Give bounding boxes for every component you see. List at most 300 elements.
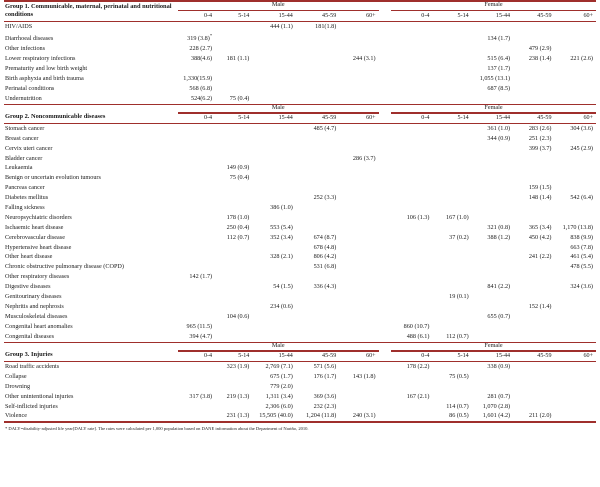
table-row [4,203,596,213]
cell-female-5-14: 37 (0.2) [449,233,469,241]
age-header-female-15-44: 15-44 [495,352,511,359]
cell-female-0-4: 167 (2.1) [406,392,430,400]
cell-male-5-14 [215,322,252,332]
cell-female-45-59 [513,272,554,282]
cell-female-60+: 478 (5.5) [570,263,593,271]
cell-female-5-14: 86 (0.5) [449,412,469,420]
cell-male-15-44: 2,306 (6.0) [265,402,293,410]
cell-male-0-4: 965 (11.5) [186,322,213,330]
cell-female-0-4 [391,253,432,263]
cell-gap [379,183,391,193]
cell-male-5-14 [215,203,252,213]
table-row [4,134,596,144]
cell-male-45-59 [296,134,339,144]
cell-male-45-59 [296,183,339,193]
cell-male-60+ [339,382,378,392]
cell-female-45-59 [513,312,554,322]
cell-male-5-14: 219 (1.3) [226,392,250,400]
cell-male-0-4 [178,412,215,422]
cell-male-5-14 [215,64,252,74]
cell-male-45-59 [296,223,339,233]
cell-male-60+ [339,272,378,282]
cell-male-15-44: 444 (1.1) [270,23,293,31]
group-title: Group 3. Injuries [5,350,53,358]
cell-male-0-4: 568 (6.8) [189,84,213,92]
cell-male-15-44: 15,505 (40.0) [259,412,293,420]
cell-female-15-44: 361 (1.0) [487,124,511,132]
cell-female-5-14 [432,223,471,233]
cell-female-5-14: 19 (0.1) [449,293,469,301]
cell-male-45-59: 571 (5.6) [313,362,337,370]
group-header-row [4,343,596,350]
cell-female-60+ [555,302,597,312]
cell-female-45-59 [513,243,554,253]
header-gap [379,2,391,10]
age-header-gap [379,114,391,123]
cell-female-45-59 [513,22,554,32]
cell-female-45-59 [513,74,554,84]
row-label: Road traffic accidents [5,362,60,370]
cell-male-45-59 [296,94,339,104]
cell-male-0-4 [178,302,215,312]
cell-female-45-59: 211 (2.0) [529,412,552,420]
cell-male-0-4 [178,134,215,144]
cell-gap [379,173,391,183]
cell-male-5-14: 178 (1.0) [226,213,250,221]
table-row [4,282,596,292]
cell-female-45-59: 238 (1.4) [528,54,552,62]
cell-female-15-44 [472,263,513,273]
cell-gap [379,84,391,94]
cell-gap [379,302,391,312]
cell-male-45-59 [296,312,339,322]
table-row [4,84,596,94]
age-header-female-60+: 60+ [583,114,593,121]
cell-male-15-44 [252,272,295,282]
cell-female-0-4 [391,173,432,183]
cell-gap [379,362,391,372]
row-label: Neuropsychiatric disorders [5,213,72,221]
cell-male-45-59: 674 (8.7) [313,233,337,241]
cell-female-0-4 [391,54,432,64]
row-label: Violence [5,412,27,420]
cell-male-0-4: 524(6.2) [190,94,213,102]
cell-female-15-44 [472,322,513,332]
cell-female-0-4 [391,74,432,84]
row-label: Bladder cancer [5,154,43,162]
cell-gap [379,312,391,322]
cell-male-15-44 [252,44,295,54]
cell-female-60+ [555,332,597,342]
cell-male-45-59: 336 (4.3) [313,283,337,291]
cell-male-45-59: 232 (2.3) [313,402,337,410]
row-label: Other respiratory diseases [5,273,70,281]
cell-female-0-4 [391,263,432,273]
group-title: Group 2. Noncommunicable diseases [5,112,106,120]
cell-female-45-59 [513,282,554,292]
cell-female-15-44: 687 (8.5) [487,84,511,92]
cell-male-60+ [339,243,378,253]
cell-male-15-44: 553 (5.4) [270,223,293,231]
cell-female-45-59 [513,32,554,44]
cell-female-0-4: 178 (2.2) [406,362,430,370]
table-row [4,74,596,84]
cell-gap [379,263,391,273]
cell-female-5-14 [432,263,471,273]
row-label: Lower respiratory infections [5,54,76,62]
cell-female-5-14 [432,74,471,84]
cell-male-15-44 [252,213,295,223]
cell-female-5-14 [432,124,471,134]
cell-gap [379,203,391,213]
cell-gap [379,282,391,292]
table-row [4,183,596,193]
cell-male-45-59 [296,203,339,213]
cell-male-5-14: 323 (1.9) [226,362,250,370]
cell-male-0-4 [178,382,215,392]
cell-male-45-59: 531 (6.8) [313,263,337,271]
sex-header-female: Female [484,1,503,9]
cell-female-45-59 [513,84,554,94]
cell-female-15-44: 1,601 (4.2) [482,412,511,420]
cell-gap [379,164,391,174]
cell-gap [379,193,391,203]
cell-male-45-59: 181(1.8) [315,23,337,31]
row-label: Digestive diseases [5,283,51,291]
cell-female-15-44: 134 (1.7) [487,35,511,43]
age-header-male-5-14: 5-14 [238,352,250,359]
cell-female-5-14 [432,32,471,44]
cell-male-0-4 [178,154,215,164]
cell-male-45-59 [296,64,339,74]
cell-female-5-14 [432,312,471,322]
cell-male-5-14 [215,382,252,392]
cell-male-0-4 [178,173,215,183]
cell-male-0-4 [178,164,215,174]
cell-gap [379,94,391,104]
cell-male-5-14: 75 (0.4) [229,174,250,182]
cell-female-0-4 [391,134,432,144]
table-row [4,173,596,183]
group-title: Group 1. Communicable, maternal, perinatal and nutritional conditions [5,3,172,19]
cell-female-0-4 [391,32,432,44]
cell-female-60+: 461 (5.4) [570,253,593,261]
cell-female-15-44: 841 (2.2) [487,283,511,291]
cell-female-5-14 [432,302,471,312]
row-label: Birth asphyxia and birth trauma [5,74,84,82]
row-label: Diabetes mellitus [5,194,49,202]
cell-female-5-14 [432,154,471,164]
cell-male-15-44 [252,124,295,134]
cell-male-15-44 [252,322,295,332]
cell-female-60+ [555,183,597,193]
cell-female-15-44 [472,382,513,392]
cell-female-0-4 [391,243,432,253]
cell-female-45-59 [513,263,554,273]
cell-female-15-44 [472,213,513,223]
header-gap [379,343,391,350]
cell-male-15-44 [252,144,295,154]
cell-female-45-59 [513,292,554,302]
cell-gap [379,412,391,422]
cell-male-60+ [339,32,378,44]
age-header-male-60+: 60+ [366,13,376,20]
cell-male-15-44 [252,64,295,74]
cell-male-60+ [339,84,378,94]
age-header-male-0-4: 0-4 [203,13,213,20]
table-row [4,402,596,412]
cell-female-45-59 [513,322,554,332]
cell-male-0-4 [178,233,215,243]
table-row [4,243,596,253]
row-label: Nephritis and nephrosis [5,302,64,310]
cell-male-0-4: 1,330(15.9) [183,74,213,82]
cell-female-5-14 [432,94,471,104]
table-row [4,382,596,392]
row-label: Musculoskeletal diseases [5,312,68,320]
cell-female-45-59 [513,382,554,392]
row-label: Cerebrovascular disease [5,233,65,241]
cell-gap [379,134,391,144]
cell-male-0-4: 228 (2.7) [189,45,213,53]
cell-male-45-59: 678 (4.8) [313,243,337,251]
cell-male-5-14 [215,193,252,203]
cell-male-45-59 [296,332,339,342]
cell-male-45-59 [296,292,339,302]
cell-male-15-44: 234 (0.6) [270,302,293,310]
age-header-female-0-4: 0-4 [421,13,430,20]
cell-male-0-4 [178,253,215,263]
table-row [4,94,596,104]
cell-female-15-44: 321 (0.8) [487,223,511,231]
cell-male-15-44 [252,173,295,183]
cell-female-0-4: 488 (6.1) [406,332,430,340]
cell-male-15-44: 54 (1.5) [273,283,293,291]
cell-female-5-14 [432,134,471,144]
cell-male-15-44: 1,311 (3.4) [265,392,293,400]
cell-gap [379,223,391,233]
cell-male-0-4 [178,263,215,273]
cell-female-15-44: 655 (0.7) [487,312,511,320]
cell-male-5-14 [215,22,252,32]
cell-male-45-59 [296,302,339,312]
cell-male-60+ [339,44,378,54]
cell-male-60+ [339,22,378,32]
cell-male-60+: 244 (3.1) [352,54,376,62]
cell-female-15-44 [472,203,513,213]
sex-header-male: Male [271,342,285,350]
cell-female-60+: 663 (7.8) [570,243,593,251]
cell-female-0-4 [391,302,432,312]
cell-male-0-4 [178,362,215,372]
cell-gap [379,392,391,402]
cell-female-45-59 [513,332,554,342]
cell-male-60+ [339,282,378,292]
table-row [4,412,596,422]
cell-female-0-4 [391,94,432,104]
cell-gap [379,332,391,342]
group-header-row [4,2,596,10]
cell-male-5-14 [215,372,252,382]
cell-female-0-4: 106 (1.3) [406,213,430,221]
cell-female-45-59: 159 (1.5) [528,184,552,192]
cell-male-45-59 [296,164,339,174]
age-header-female-5-14: 5-14 [457,114,469,121]
cell-female-45-59: 365 (3.4) [528,223,552,231]
row-label: Falling sickness [5,204,45,211]
table-row [4,193,596,203]
cell-female-15-44: 1,070 (2.8) [482,402,511,410]
cell-female-45-59 [513,392,554,402]
table-row [4,263,596,273]
cell-male-60+ [339,292,378,302]
cell-female-45-59: 283 (2.6) [528,124,552,132]
sex-header-female: Female [484,342,503,350]
cell-male-0-4 [178,203,215,213]
cell-female-5-14 [432,193,471,203]
cell-gap [379,253,391,263]
cell-female-45-59 [513,173,554,183]
age-header-gap [379,11,391,21]
cell-male-60+: 143 (1.8) [352,372,376,380]
cell-male-60+ [339,322,378,332]
table-row [4,213,596,223]
cell-gap [379,74,391,84]
cell-female-45-59 [513,94,554,104]
age-header-male-15-44: 15-44 [278,352,293,359]
cell-female-5-14: 167 (1.0) [446,213,469,221]
cell-male-0-4 [178,183,215,193]
cell-male-15-44 [252,263,295,273]
cell-male-60+ [339,302,378,312]
cell-female-15-44 [472,253,513,263]
cell-female-45-59: 479 (2.9) [528,45,552,53]
row-label: Genitourinary diseases [5,293,62,301]
age-header-male-5-14: 5-14 [238,114,250,121]
cell-female-60+ [555,362,597,372]
cell-female-0-4 [391,144,432,154]
cell-gap [379,233,391,243]
cell-female-45-59 [513,64,554,74]
age-header-male-60+: 60+ [366,114,376,121]
table-row [4,233,596,243]
table-row [4,22,596,32]
cell-male-5-14 [215,74,252,84]
cell-male-5-14 [215,263,252,273]
cell-female-15-44 [472,292,513,302]
cell-male-60+ [339,144,378,154]
cell-male-15-44 [252,84,295,94]
row-label: HIV/AIDS [5,23,33,31]
cell-female-60+: 838 (9.9) [570,233,593,241]
cell-male-0-4 [178,213,215,223]
sex-header-male: Male [271,104,285,112]
cell-male-60+ [339,64,378,74]
row-label: Chronic obstructive pulmonary disease (COPD) [5,263,124,271]
age-header-female-60+: 60+ [583,352,593,359]
row-label: Benign or uncertain evolution tumours [5,174,101,182]
cell-male-60+ [339,392,378,402]
row-label: Cervix uteri cancer [5,144,53,152]
cell-female-15-44: 388 (1.2) [487,233,511,241]
cell-female-45-59: 152 (1.4) [528,302,552,310]
cell-male-0-4 [178,372,215,382]
cell-male-0-4 [178,312,215,322]
row-label: Drowning [5,382,31,390]
cell-gap [379,272,391,282]
cell-male-5-14: 112 (0.7) [226,233,250,241]
cell-male-5-14: 181 (1.1) [226,54,250,62]
cell-male-45-59: 176 (1.7) [313,372,337,380]
age-header-gap [379,352,391,361]
cell-female-60+ [555,312,597,322]
cell-female-60+ [555,412,597,422]
header-gap [379,105,391,112]
cell-female-5-14 [432,203,471,213]
table-row [4,392,596,402]
cell-female-15-44 [472,94,513,104]
cell-female-5-14 [432,253,471,263]
cell-gap [379,154,391,164]
cell-male-15-44 [252,243,295,253]
row-label: Pancreas cancer [5,184,45,192]
cell-male-60+ [339,173,378,183]
cell-male-0-4 [178,402,215,412]
cell-gap [379,243,391,253]
cell-male-0-4 [178,243,215,253]
cell-male-45-59 [296,54,339,64]
cell-gap [379,402,391,412]
cell-female-5-14 [432,22,471,32]
cell-female-15-44 [472,164,513,174]
table-row [4,332,596,342]
cell-female-60+: 221 (2.6) [570,54,593,62]
cell-gap [379,144,391,154]
row-label: Undernutrition [5,94,42,102]
cell-female-0-4 [391,382,432,392]
cell-female-45-59 [513,402,554,412]
row-label: Congenital diseases [5,332,54,340]
cell-female-60+ [555,84,597,94]
age-header-female-5-14: 5-14 [457,13,469,20]
cell-female-60+: 542 (6.4) [570,194,593,202]
cell-male-60+ [339,362,378,372]
cell-male-15-44 [252,154,295,164]
cell-male-45-59 [296,272,339,282]
cell-male-45-59 [296,173,339,183]
cell-male-15-44 [252,134,295,144]
cell-female-45-59 [513,154,554,164]
table-row [4,322,596,332]
row-label: Other heart disease [5,253,53,261]
cell-female-15-44 [472,173,513,183]
table-row [4,312,596,322]
cell-female-15-44: 281 (0.7) [487,392,511,400]
table-row [4,253,596,263]
cell-male-15-44 [252,332,295,342]
cell-female-60+ [555,272,597,282]
cell-male-5-14 [215,32,252,44]
cell-female-60+ [555,382,597,392]
cell-male-15-44 [252,312,295,322]
age-header-male-45-59: 45-59 [322,13,337,20]
cell-female-5-14 [432,243,471,253]
table-row [4,154,596,164]
cell-male-45-59 [296,322,339,332]
cell-female-0-4: 860 (10.7) [403,322,430,330]
cell-female-45-59 [513,213,554,223]
age-header-female-15-44: 15-44 [495,13,511,20]
